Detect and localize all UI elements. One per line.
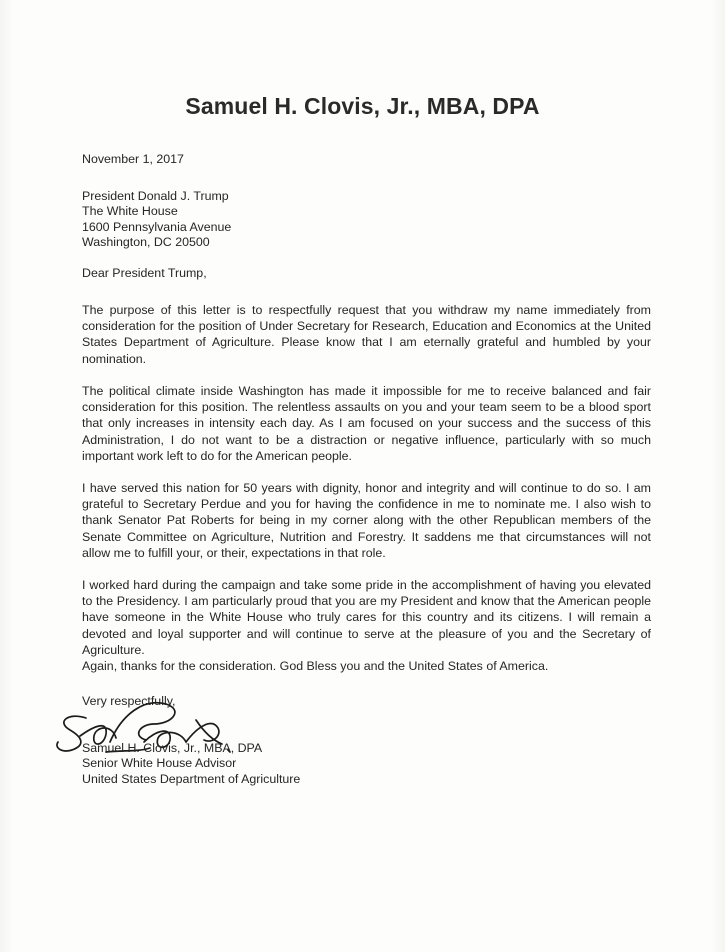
- letterhead-name: Samuel H. Clovis, Jr., MBA, DPA: [185, 93, 540, 119]
- signer-block: [82, 741, 652, 787]
- body-paragraph-5: Again, thanks for the consideration. God Bless you and the United States of America.: [82, 659, 549, 673]
- recipient-street: 1600 Pennsylvania Avenue: [82, 219, 232, 234]
- body-paragraph-2: The political climate inside Washington has made it impossible for me to receive balanced and fair consideration for this position. The relentless assaults on you and your team seem to be a blood sport that only increases in intensity each day. As I am focused on your success and the success of this Administration, I do not want to be a distraction or negative influence, particularly with so much important work left to do for the American people.: [82, 384, 651, 463]
- signer-title: Senior White House Advisor: [82, 756, 237, 771]
- signer-name: Samuel H. Clovis, Jr., MBA, DPA: [82, 741, 263, 755]
- recipient-org: The White House: [82, 204, 178, 219]
- body-paragraph-1: The purpose of this letter is to respectfully request that you withdraw my name immediately from consideration for the position of Under Secretary for Research, Education and Economics at the United States Department of Agriculture. Please know that I am eternally grateful and humbled by your nomination.: [82, 303, 651, 366]
- closing: Very respectfully,: [82, 694, 176, 708]
- recipient-name: President Donald J. Trump: [82, 189, 229, 203]
- recipient-address-block: [82, 189, 652, 251]
- body-paragraph-4: I worked hard during the campaign and take some pride in the accomplishment of having you elevated to the Presidency. I am particularly proud that you are my President and know that the American people have someone in the White House who truly cares for this country and its citizens. I will remain a devoted and loyal supporter and will continue to serve at the pleasure of you and the Secretary of Agriculture.: [82, 578, 651, 657]
- recipient-city: Washington, DC 20500: [82, 235, 210, 250]
- salutation: Dear President Trump,: [82, 266, 207, 280]
- body-paragraph-3: I have served this nation for 50 years with dignity, honor and integrity and will continue to do so. I am grateful to Secretary Perdue and you for having the confidence in me to nominate me. I also wish to thank Senator Pat Roberts for being in my corner along with the other Republican members of the Senate Committee on Agriculture, Nutrition and Forestry. It saddens me that circumstances will not allow me to fulfill your, or their, expectations in that role.: [82, 481, 651, 560]
- letter-date: November 1, 2017: [82, 152, 184, 166]
- signer-org: United States Department of Agriculture: [82, 771, 301, 786]
